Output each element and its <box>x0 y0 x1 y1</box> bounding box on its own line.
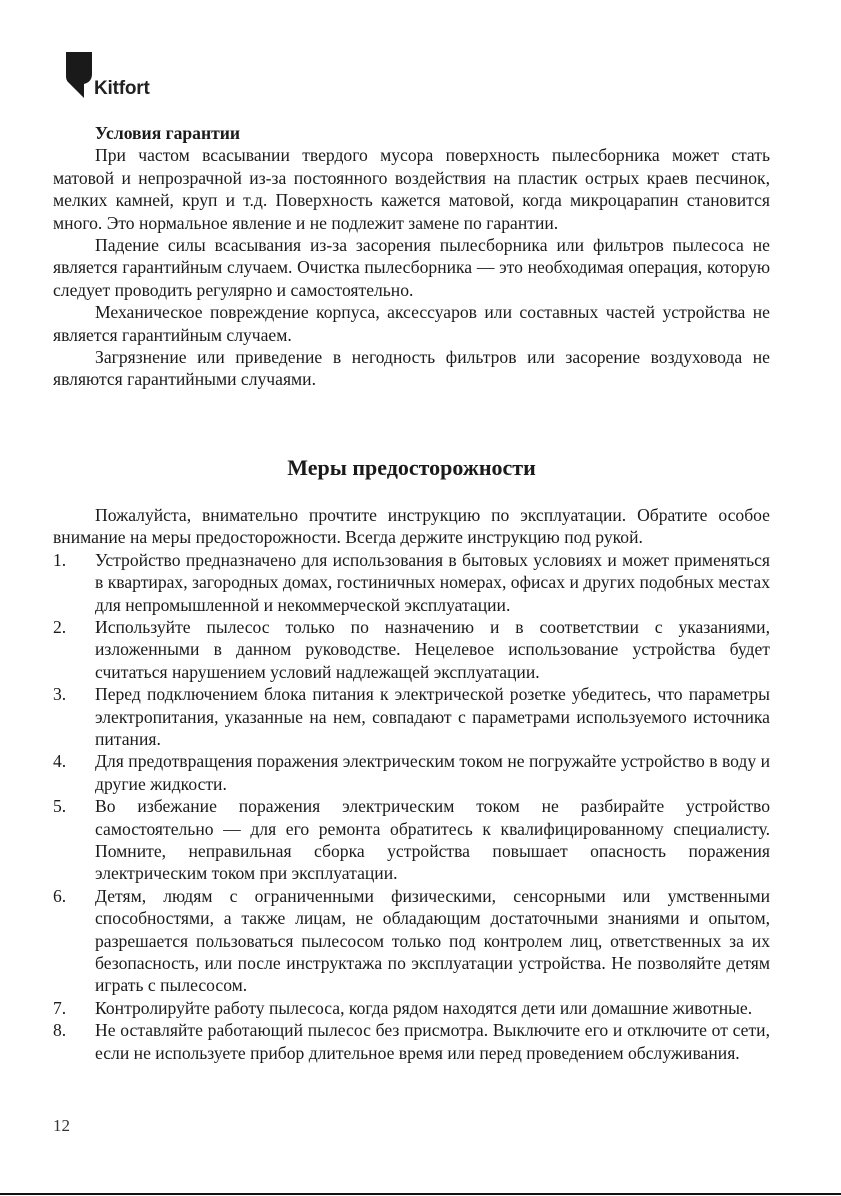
list-item <box>53 616 770 683</box>
precautions-intro: Пожалуйста, внимательно прочтите инструкцию по эксплуатации. Обратите особое внимание на меры предосторожности. Всегда держите инструкцию под рукой. <box>53 504 770 548</box>
list-item-text: Во избежание поражения электрическим током не разбирайте устройство самостоятельно — для его ремонта обратитесь к квалифицированному специалисту. Помните, неправильная сборка устройства повышает опасность поражения электрическим током при эксплуатации. <box>95 796 770 884</box>
list-item-number: 8. <box>53 1020 67 1041</box>
warranty-paragraph: Загрязнение или приведение в негодность фильтров или засорение воздуховода не являются гарантийными случаями. <box>53 347 770 390</box>
list-item <box>53 549 770 616</box>
kitfort-logo-icon <box>66 52 94 100</box>
warranty-paragraph: При частом всасывании твердого мусора поверхность пылесборника может стать матовой и непрозрачной из-за постоянного воздействия на пластик острых краев песчинок, мелких камней, круп и т.д. Поверхность кажется матовой, когда микроцарапин становится много. Это нормальное явление и не подлежит замене по гарантии. <box>53 145 770 233</box>
list-item <box>53 885 770 997</box>
brand-logo <box>66 52 186 102</box>
list-item-number: 7. <box>53 997 67 1018</box>
page-bottom-divider <box>0 1193 841 1195</box>
list-item-number: 2. <box>53 616 67 637</box>
page-content <box>53 122 770 1064</box>
brand-name: Kitfort <box>94 78 150 99</box>
list-item <box>53 750 770 795</box>
page-number: 12 <box>53 1116 70 1135</box>
list-item <box>53 997 770 1019</box>
list-item-text: Используйте пылесос только по назначению и в соответствии с указаниями, изложенными в данном руководстве. Нецелевое использование устройства будет считаться нарушением условий надлежащей эксплуатации. <box>95 616 770 682</box>
warranty-paragraph: Падение силы всасывания из-за засорения пылесборника или фильтров пылесоса не является гарантийным случаем. Очистка пылесборника — это необходимая операция, которую следует проводить регулярно и самостоятельно. <box>53 235 770 300</box>
list-item-text: Не оставляйте работающий пылесос без присмотра. Выключите его и отключите от сети, если не используете прибор длительное время или перед проведением обслуживания. <box>95 1020 770 1063</box>
list-item-text: Контролируйте работу пылесоса, когда рядом находятся дети или домашние животные. <box>95 997 753 1018</box>
list-item <box>53 683 770 750</box>
list-item-number: 3. <box>53 684 67 705</box>
warranty-paragraph: Механическое повреждение корпуса, аксессуаров или составных частей устройства не является гарантийным случаем. <box>53 302 770 345</box>
list-item-number: 1. <box>53 549 67 570</box>
list-item-number: 4. <box>53 751 67 772</box>
precautions-title: Меры предосторожности <box>287 454 536 480</box>
list-item <box>53 1019 770 1064</box>
list-item-text: Для предотвращения поражения электрическим током не погружайте устройство в воду и другие жидкости. <box>95 751 770 794</box>
warranty-title: Условия гарантии <box>95 123 241 143</box>
list-item-text: Перед подключением блока питания к электрической розетке убедитесь, что параметры электропитания, указанные на нем, совпадают с параметрами используемого источника питания. <box>95 684 770 749</box>
list-item-number: 5. <box>53 796 67 817</box>
list-item <box>53 795 770 885</box>
precautions-list <box>53 549 770 1064</box>
list-item-text: Устройство предназначено для использования в бытовых условиях и может применяться в квартирах, загородных домах, гостиничных номерах, офисах и других подобных местах для непромышленной и некоммерческой эксплуатации. <box>95 549 770 615</box>
list-item-number: 6. <box>53 885 67 906</box>
list-item-text: Детям, людям с ограниченными физическими, сенсорными или умственными способностями, а также лицам, не обладающим достаточными знаниями и опытом, разрешается пользоваться пылесосом только под контролем лиц, ответственных за их безопасность, или после инструктажа по эксплуатации устройства. Не позволяйте детям играть с пылесосом. <box>95 885 770 996</box>
